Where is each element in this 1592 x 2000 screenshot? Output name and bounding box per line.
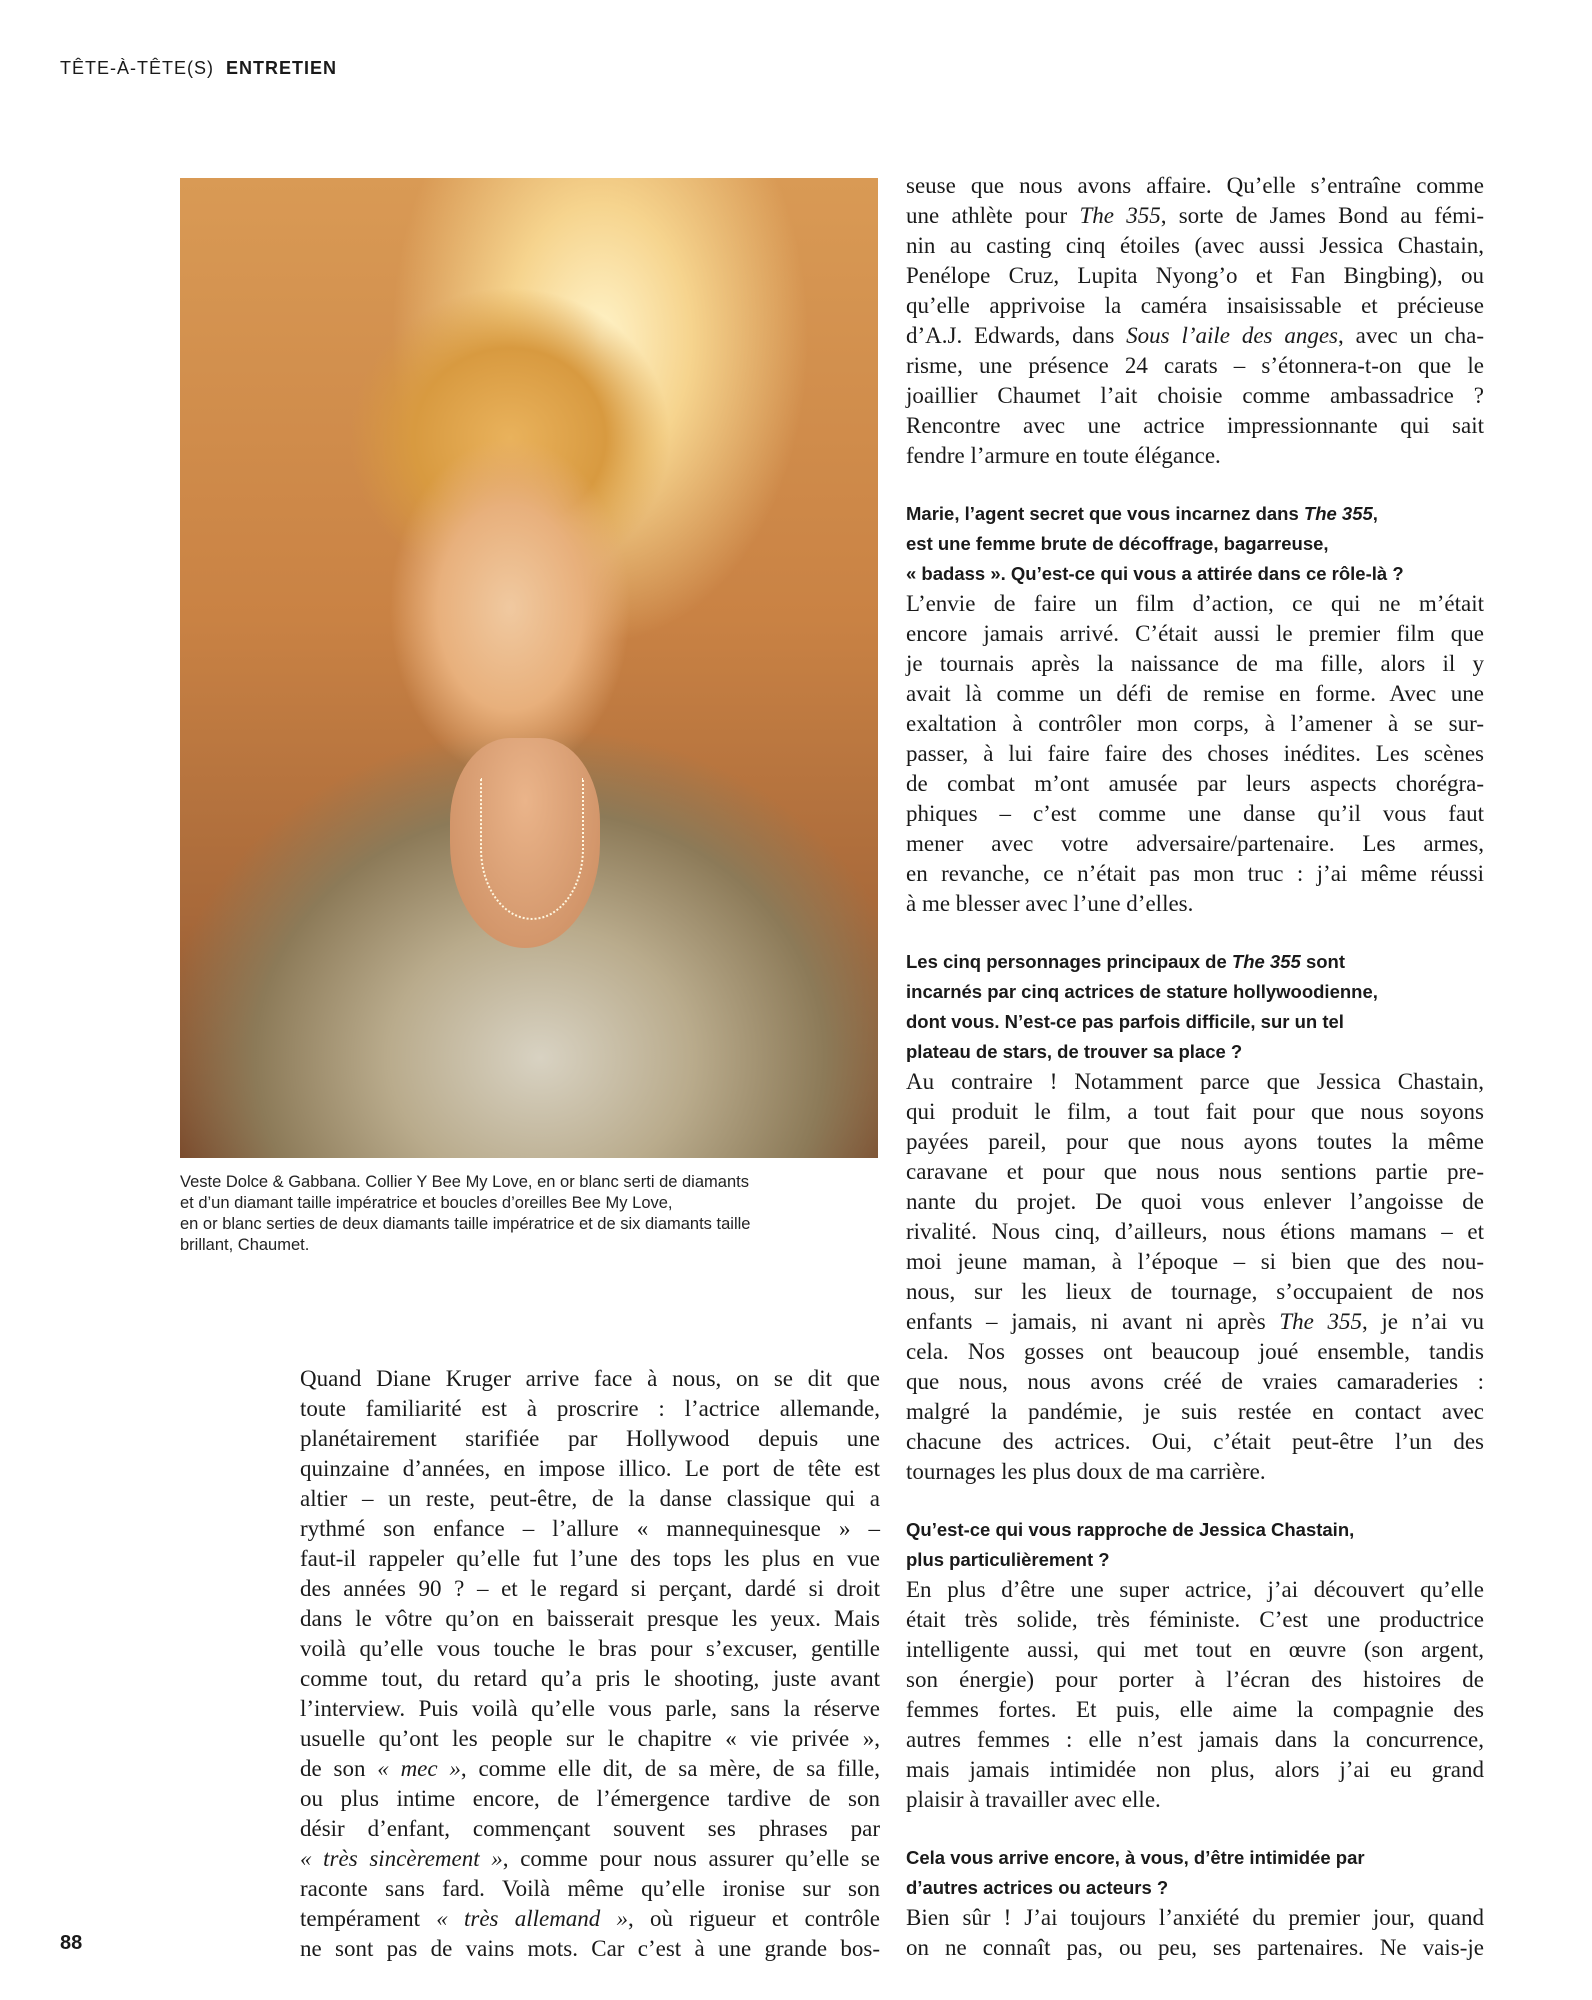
text-line: d’autres actrices ou acteurs ? (906, 1877, 1169, 1898)
text-line: de son « mec », comme elle dit, de sa mère, de sa fille, (300, 1756, 880, 1781)
text-line: tournages les plus doux de ma carrière. (906, 1459, 1266, 1484)
text-line: dans le vôtre qu’on en baisserait presque les yeux. Mais (300, 1606, 880, 1631)
text-line: femmes fortes. Et puis, elle aime la compagnie des (906, 1697, 1484, 1722)
intro-paragraph (300, 1364, 880, 1964)
italic-title: The 355 (1231, 951, 1301, 972)
text-line: moi jeune maman, à l’époque – si bien que des nou- (906, 1249, 1484, 1274)
text-line: altier – un reste, peut-être, de la danse classique qui a (300, 1486, 880, 1511)
text-line: Au contraire ! Notamment parce que Jessica Chastain, (906, 1069, 1484, 1094)
text-line: raconte sans fard. Voilà même qu’elle ironise sur son (300, 1876, 880, 1901)
text-line: dont vous. N’est-ce pas parfois difficile, sur un tel (906, 1011, 1344, 1032)
text-line: En plus d’être une super actrice, j’ai découvert qu’elle (906, 1577, 1484, 1602)
text-line: exaltation à contrôler mon corps, à l’amener à se sur- (906, 711, 1484, 736)
text-line: Qu’est-ce qui vous rapproche de Jessica Chastain, (906, 1519, 1355, 1540)
text-line: avait là comme un défi de remise en forme. Avec une (906, 681, 1484, 706)
text-line: à me blesser avec l’une d’elles. (906, 891, 1194, 916)
text-line: ne sont pas de vains mots. Car c’est à une grande bos- (300, 1936, 880, 1961)
text-line: intelligente aussi, qui met tout en œuvre (son argent, (906, 1637, 1484, 1662)
text-line: que nous, nous avons créé de vraies camaraderies : (906, 1369, 1484, 1394)
text-line: faut-il rappeler qu’elle fut l’une des tops les plus en vue (300, 1546, 880, 1571)
text-line: ou plus intime encore, de l’émergence tardive de son (300, 1786, 880, 1811)
text-line: on ne connaît pas, ou peu, ses partenaires. Ne vais-je (906, 1935, 1484, 1960)
text-line: plateau de stars, de trouver sa place ? (906, 1041, 1243, 1062)
italic-title: « très sincèrement » (300, 1846, 503, 1871)
text-line: tempérament « très allemand », où rigueur et contrôle (300, 1906, 881, 1931)
text-line: son énergie) pour porter à l’écran des histoires de (906, 1667, 1484, 1692)
text-line: nous, sur les lieux de tournage, s’occupaient de nos (906, 1279, 1484, 1304)
text-line: qu’elle apprivoise la caméra insaisissable et précieuse (906, 293, 1484, 318)
text-line: Rencontre avec une actrice impressionnante qui sait (906, 413, 1484, 438)
text-line: des années 90 ? – et le regard si perçant, dardé si droit (300, 1576, 880, 1601)
text-line: encore jamais arrivé. C’était aussi le premier film que (906, 621, 1484, 646)
left-column (300, 1364, 880, 1964)
caption-line: Veste Dolce & Gabbana. Collier Y Bee My Love, en or blanc serti de diamants (180, 1173, 749, 1191)
text-line: phiques – c’est comme une danse qu’il vous faut (906, 801, 1484, 826)
italic-title: « très allemand » (436, 1906, 629, 1931)
text-line: Les cinq personnages principaux de The 355 sont (906, 951, 1346, 972)
text-line: payées pareil, pour que nous ayons toutes la même (906, 1129, 1484, 1154)
page-header (60, 58, 337, 79)
text-line: je tournais après la naissance de ma fille, alors il y (906, 651, 1484, 676)
text-line: qui produit le film, a tout fait pour que nous soyons (906, 1099, 1484, 1124)
italic-title: « mec » (377, 1756, 461, 1781)
text-line: autres femmes : elle n’est jamais dans la concurrence, (906, 1727, 1484, 1752)
text-line: Cela vous arrive encore, à vous, d’être intimidée par (906, 1847, 1365, 1868)
text-line: malgré la pandémie, je suis restée en contact avec (906, 1399, 1484, 1424)
text-line: voilà qu’elle vous touche le bras pour s’excuser, gentille (300, 1636, 880, 1661)
text-line: Penélope Cruz, Lupita Nyong’o et Fan Bingbing), ou (906, 263, 1484, 288)
text-line: est une femme brute de décoffrage, bagarreuse, (906, 533, 1329, 554)
text-line: L’envie de faire un film d’action, ce qui ne m’était (906, 591, 1484, 616)
caption-line: brillant, Chaumet. (180, 1236, 310, 1254)
photo-caption (180, 1172, 900, 1256)
text-line: comme tout, du retard qu’a pris le shooting, juste avant (300, 1666, 880, 1691)
text-line: l’interview. Puis voilà qu’elle vous parle, sans la réserve (300, 1696, 880, 1721)
text-line: « badass ». Qu’est-ce qui vous a attirée dans ce rôle-là ? (906, 563, 1404, 584)
text-line: seuse que nous avons affaire. Qu’elle s’entraîne comme (906, 173, 1484, 198)
interview-answer (906, 589, 1484, 919)
text-line: planétairement starifiée par Hollywood depuis une (300, 1426, 880, 1451)
text-line: mais jamais intimidée non plus, alors j’ai eu grand (906, 1757, 1484, 1782)
interview-question (906, 499, 1484, 589)
photo-necklace-shape (480, 778, 584, 920)
intro-continuation (906, 171, 1484, 471)
text-line: enfants – jamais, ni avant ni après The 355, je n’ai vu (906, 1309, 1485, 1334)
right-column (906, 171, 1484, 1963)
section-label: ENTRETIEN (226, 58, 338, 78)
text-line: désir d’enfant, commençant souvent ses phrases par (300, 1816, 880, 1841)
text-line: quinzaine d’années, en impose illico. Le port de tête est (300, 1456, 880, 1481)
interview-question (906, 1515, 1484, 1575)
italic-title: The 355 (1279, 1309, 1362, 1334)
text-line: toute familiarité est à proscrire : l’actrice allemande, (300, 1396, 880, 1421)
italic-title: The 355 (1303, 503, 1373, 524)
text-line: caravane et pour que nous nous sentions partie pre- (906, 1159, 1484, 1184)
text-line: « très sincèrement », comme pour nous assurer qu’elle se (300, 1846, 880, 1871)
text-line: Bien sûr ! J’ai toujours l’anxiété du premier jour, quand (906, 1905, 1484, 1930)
text-line: passer, à lui faire faire des choses inédites. Les scènes (906, 741, 1484, 766)
text-line: fendre l’armure en toute élégance. (906, 443, 1221, 468)
text-line: mener avec votre adversaire/partenaire. Les armes, (906, 831, 1484, 856)
text-line: usuelle qu’ont les people sur le chapitre « vie privée », (300, 1726, 880, 1751)
rubric-label: TÊTE-À-TÊTE(S) (60, 58, 214, 78)
interview-answer (906, 1903, 1484, 1963)
italic-title: The 355 (1079, 203, 1161, 228)
text-line: nante du projet. De quoi vous enlever l’angoisse de (906, 1189, 1484, 1214)
text-line: rythmé son enfance – l’allure « mannequinesque » – (300, 1516, 880, 1541)
text-line: cela. Nos gosses ont beaucoup joué ensemble, tandis (906, 1339, 1484, 1364)
text-line: Quand Diane Kruger arrive face à nous, on se dit que (300, 1366, 880, 1391)
text-line: une athlète pour The 355, sorte de James Bond au fémi- (906, 203, 1485, 228)
caption-line: en or blanc serties de deux diamants taille impératrice et de six diamants taille (180, 1215, 751, 1233)
interview-question (906, 947, 1484, 1067)
text-line: était très solide, très féministe. C’est une productrice (906, 1607, 1484, 1632)
interview-answer (906, 1067, 1484, 1487)
text-line: d’A.J. Edwards, dans Sous l’aile des anges, avec un cha- (906, 323, 1485, 348)
italic-title: Sous l’aile des anges (1126, 323, 1339, 348)
text-line: chacune des actrices. Oui, c’était peut-être l’un des (906, 1429, 1484, 1454)
text-line: risme, une présence 24 carats – s’étonnera-t-on que le (906, 353, 1484, 378)
caption-line: et d’un diamant taille impératrice et boucles d’oreilles Bee My Love, (180, 1194, 673, 1212)
interview-question (906, 1843, 1484, 1903)
text-line: nin au casting cinq étoiles (avec aussi Jessica Chastain, (906, 233, 1484, 258)
text-line: incarnés par cinq actrices de stature hollywoodienne, (906, 981, 1378, 1002)
text-line: de combat m’ont amusée par leurs aspects chorégra- (906, 771, 1484, 796)
interview-answer (906, 1575, 1484, 1815)
text-line: plus particulièrement ? (906, 1549, 1110, 1570)
text-line: Marie, l’agent secret que vous incarnez dans The 355, (906, 503, 1378, 524)
text-line: en revanche, ce n’était pas mon truc : j’ai même réussi (906, 861, 1484, 886)
page-number: 88 (60, 1932, 83, 1954)
interview (906, 499, 1484, 1963)
text-line: plaisir à travailler avec elle. (906, 1787, 1161, 1812)
text-line: joaillier Chaumet l’ait choisie comme ambassadrice ? (906, 383, 1484, 408)
text-line: rivalité. Nous cinq, d’ailleurs, nous étions mamans – et (906, 1219, 1484, 1244)
portrait-photo (180, 178, 878, 1158)
